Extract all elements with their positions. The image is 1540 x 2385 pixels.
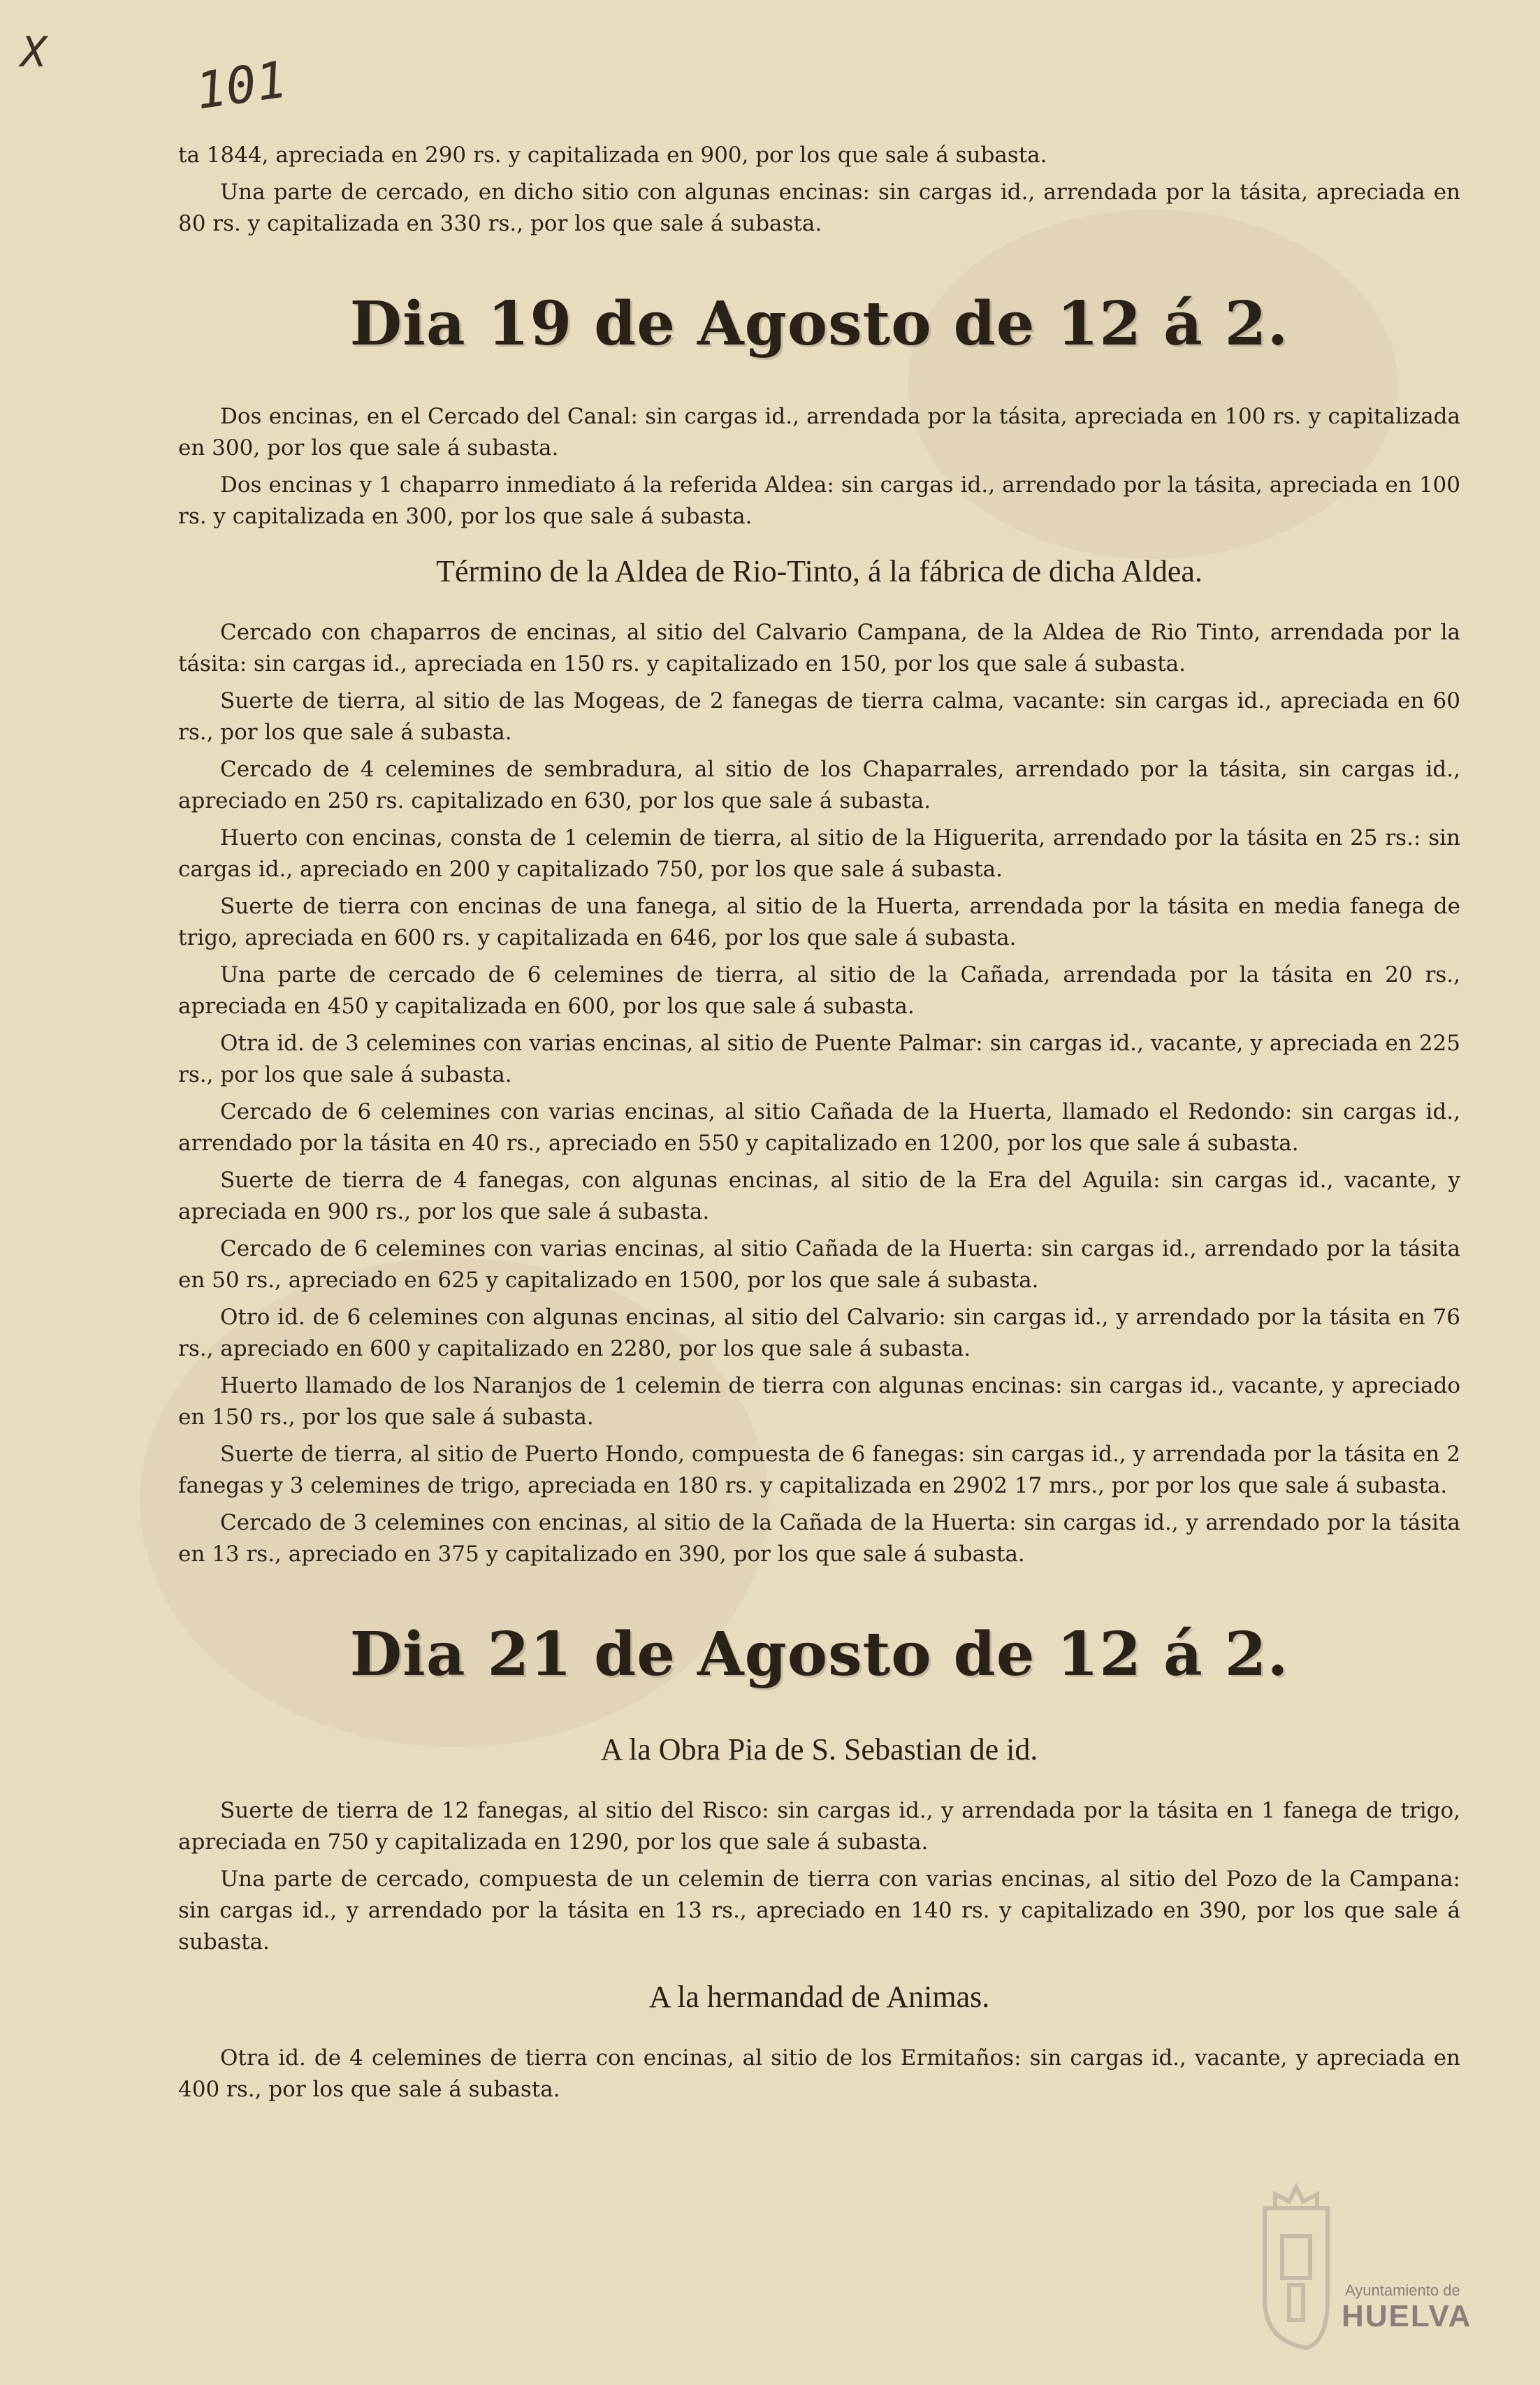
entry-paragraph: Dos encinas, en el Cercado del Canal: sin cargas id., arrendada por la tásita, apreciada en 100 rs. y capitalizada en 300, por los que sale á subasta. [178,404,1460,461]
entry-paragraph: Cercado de 6 celemines con varias encinas, al sitio Cañada de la Huerta: sin cargas id., arrendado por la tásita en 50 rs., apreciado en 625 y capitalizado en 1500, por los que sale á subasta. [178,1236,1460,1293]
entry-paragraph: Cercado de 6 celemines con varias encinas, al sitio Cañada de la Huerta, llamado el Redondo: sin cargas id., arrendado por la tásita en 40 rs., apreciado en 550 y capitalizado en 1200, por los que sale á subasta. [178,1099,1460,1156]
section-subheading: Término de la Aldea de Rio-Tinto, á la fábrica de dicha Aldea. [436,554,1203,588]
section-subheading: A la hermandad de Animas. [648,1980,990,2014]
handwritten-page-number: 101 [191,50,291,121]
section-animas [178,1979,1460,2105]
section-subheading: A la Obra Pia de S. Sebastian de id. [600,1732,1038,1767]
entry-paragraph: Suerte de tierra, al sitio de las Mogeas, de 2 fanegas de tierra calma, vacante: sin cargas id., apreciada en 60 rs., por los que sale á subasta. [178,688,1460,745]
entry-paragraph: Una parte de cercado de 6 celemines de tierra, al sitio de la Cañada, arrendada por la tásita en 20 rs., apreciada en 450 y capitalizada en 600, por los que sale á subasta. [178,962,1460,1019]
section-dia-21 [178,1619,1460,1958]
entry-paragraph: Suerte de tierra, al sitio de Puerto Hondo, compuesta de 6 fanegas: sin cargas id., y arrendada por la tásita en 2 fanegas y 3 celemines de trigo, apreciada en 180 rs. y capitalizada en 2902 17 mrs., por por los que sale á subasta. [178,1442,1460,1498]
entry-paragraph: Huerto llamado de los Naranjos de 1 celemin de tierra con algunas encinas: sin cargas id., vacante, y apreciado en 150 rs., por los que sale á subasta. [178,1373,1460,1430]
entry-paragraph: Una parte de cercado, compuesta de un celemin de tierra con varias encinas, al sitio del Pozo de la Campana: sin cargas id., y arrendado por la tásita en 13 rs., apreciado en 140 rs. y capitalizado en 390, por los que sale á subasta. [178,1866,1460,1955]
section-intro [178,140,1460,240]
entry-paragraph: Suerte de tierra con encinas de una fanega, al sitio de la Huerta, arrendada por la tásita en media fanega de trigo, apreciada en 600 rs. y capitalizada en 646, por los que sale á subasta. [178,894,1460,950]
entry-paragraph: Suerte de tierra de 12 fanegas, al sitio del Risco: sin cargas id., y arrendada por la tásita en 1 fanega de trigo, apreciada en 750 y capitalizada en 1290, por los que sale á subasta. [178,1798,1460,1855]
entry-paragraph: Cercado con chaparros de encinas, al sitio del Calvario Campana, de la Aldea de Rio Tinto, arrendada por la tásita: sin cargas id., apreciada en 150 rs. y capitalizado en 150, por los que sale á subasta. [178,620,1460,676]
entry-paragraph: Otra id. de 3 celemines con varias encinas, al sitio de Puente Palmar: sin cargas id., vacante, y apreciada en 225 rs., por los que sale á subasta. [178,1031,1460,1087]
entry-paragraph: ta 1844, apreciada en 290 rs. y capitalizada en 900, por los que sale á subasta. [178,143,1047,168]
watermark-line2: HUELVA [1342,2299,1472,2333]
entry-paragraph: Otro id. de 6 celemines con algunas encinas, al sitio del Calvario: sin cargas id., y arrendado por la tásita en 76 rs., apreciado en 600 y capitalizado en 2280, por los que sale á subasta. [178,1305,1460,1361]
entry-paragraph: Huerto con encinas, consta de 1 celemin de tierra, al sitio de la Higuerita, arrendado por la tásita en 25 rs.: sin cargas id., apreciado en 200 y capitalizado 750, por los que sale á subasta. [178,825,1460,882]
entry-paragraph: Otra id. de 4 celemines de tierra con encinas, al sitio de los Ermitaños: sin cargas id., vacante, y apreciada en 400 rs., por los que sale á subasta. [178,2045,1460,2102]
section-dia-19 [178,289,1460,532]
entry-paragraph: Cercado de 3 celemines con encinas, al sitio de la Cañada de la Huerta: sin cargas id., y arrendado por la tásita en 13 rs., apreciado en 375 y capitalizado en 390, por los que sale á subasta. [178,1510,1460,1567]
entry-paragraph: Una parte de cercado, en dicho sitio con algunas encinas: sin cargas id., arrendada por la tásita, apreciada en 80 rs. y capitalizada en 330 rs., por los que sale á subasta. [178,180,1460,236]
section-heading: Dia 21 de Agosto de 12 á 2. [349,1619,1289,1690]
entry-paragraph: Suerte de tierra de 4 fanegas, con algunas encinas, al sitio de la Era del Aguila: sin cargas id., vacante, y apreciada en 900 rs., por los que sale á subasta. [178,1168,1460,1224]
handwritten-x-mark: X [21,28,47,77]
watermark-line1: Ayuntamiento de [1345,2282,1460,2299]
entry-paragraph: Dos encinas y 1 chaparro inmediato á la referida Aldea: sin cargas id., arrendado por la tásita, apreciada en 100 rs. y capitalizada en 300, por los que sale á subasta. [178,472,1460,529]
entry-paragraph: Cercado de 4 celemines de sembradura, al sitio de los Chaparrales, arrendado por la tásita, sin cargas id., apreciado en 250 rs. capitalizado en 630, por los que sale á subasta. [178,757,1460,813]
section-heading: Dia 19 de Agosto de 12 á 2. [349,289,1289,359]
section-rio-tinto [178,553,1460,1570]
document-body [178,140,1460,2111]
